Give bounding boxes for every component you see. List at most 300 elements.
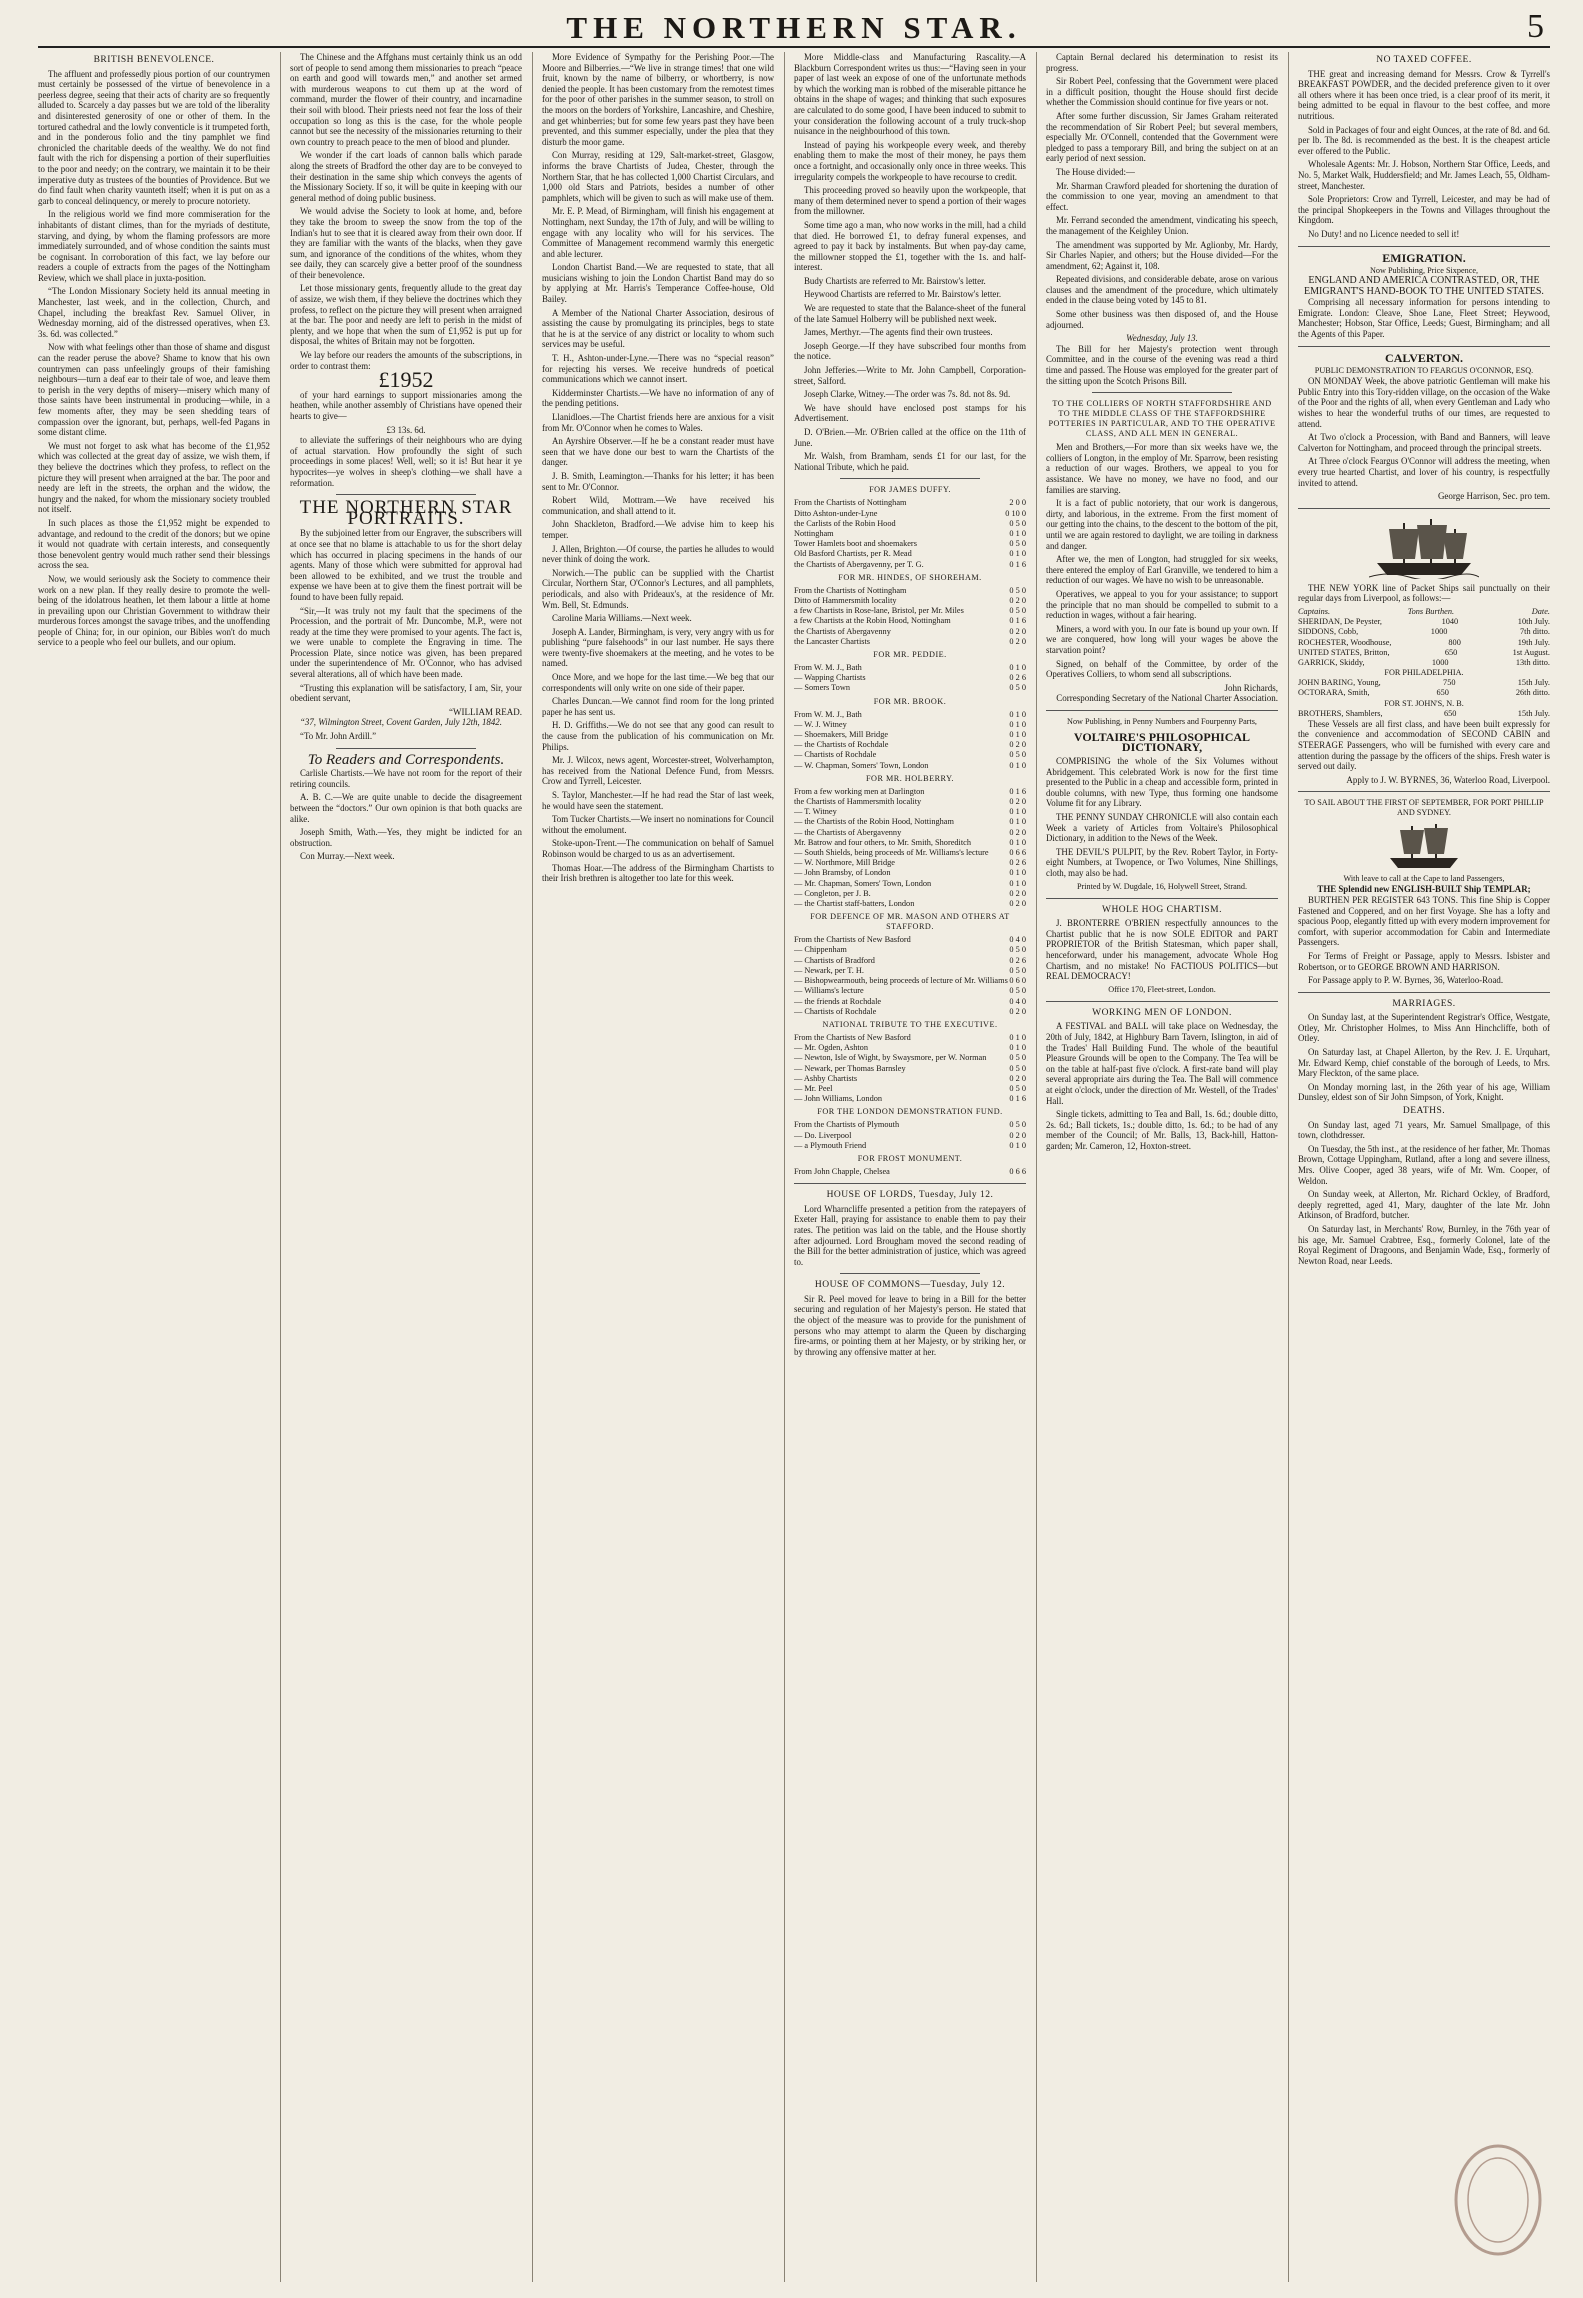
fund-row [794, 761, 1026, 771]
ship-tons: 750 [1443, 678, 1456, 688]
fund-row [794, 838, 1026, 848]
correspondent-note: Joseph A. Lander, Birmingham, is very, very angry with us for publishing “pure falsehoods” in our last number. He says there were twenty-five shoemakers at the meeting, and he votes to be named. [542, 626, 774, 669]
fund-row [794, 539, 1026, 549]
paragraph: More Middle-class and Manufacturing Rascality.—A Blackburn Correspondent writes us thus:—“Having seen in your paper of last week an expose of one of the unfortunate methods by which the working man is robbed of the miserable pittance he obtains in the shape of wages; and thinking that such exposures are calculated to do some good, I have been induced to submit to your consideration the following account of a truly truck-shop nuisance in the neighbourhood of this town. [794, 52, 1026, 137]
fund-row [794, 560, 1026, 570]
correspondent-note: H. D. Griffiths.—We do not see that any good can result to the cause from the publication of his communication on Mr. Philips. [542, 720, 774, 752]
fund-row [794, 787, 1026, 797]
paragraph: Let those missionary gents, frequently allude to the great day of assize, we wish them, if they believe the doctrines which they profess, to reflect on the picture they will present when arraigned at the bar. The poor and needy are left to perish in the midst of plenty, and we hope that when the sum of £1,952 is put up for disposal, the whites of Britain may not be forgotten. [290, 283, 522, 347]
page-number: 5 [1527, 8, 1544, 45]
fund-row [794, 828, 1026, 838]
coffee-text-3: Wholesale Agents: Mr. J. Hobson, Northern Star Office, Leeds, and No. 5, Market Walk, Huddersfield; and Mr. James Leach, 55, Oldham-street, Manchester. [1298, 159, 1550, 191]
penny-sunday-text: THE PENNY SUNDAY CHRONICLE will also contain each Week a variety of Articles from Voltaire's Philosophical Dictionary, in addition to the News of the Week. [1046, 812, 1278, 844]
fund-amount: 0 10 0 [1005, 508, 1026, 518]
fund-donor: — a Plymouth Friend [794, 1140, 867, 1150]
benevolence-continued [290, 52, 522, 371]
page-columns [38, 52, 1550, 2282]
fund-row [794, 549, 1026, 559]
ship-date: 7th ditto. [1520, 627, 1550, 637]
fund-amount: 0 6 6 [1009, 848, 1026, 858]
paragraph: Mr. Sharman Crawford pleaded for shortening the duration of the commission to one year, moving an amendment to that effect. [1046, 180, 1278, 212]
correspondent-note: Carlisle Chartists.—We have not room for the report of their retiring councils. [290, 768, 522, 789]
deaths-heading: DEATHS. [1402, 1106, 1446, 1117]
fund-donor: — Bishopwearmouth, being proceeds of lecture of Mr. Williams [794, 976, 1008, 986]
fund-donor: — Chippenham [794, 945, 847, 955]
ship-row [1298, 638, 1550, 648]
column-rule [532, 52, 533, 2282]
fund-donor: Mr. Batrow and four others, to Mr. Smith, Shoreditch [794, 837, 971, 847]
fund-amount: 0 5 0 [1009, 750, 1026, 760]
ship-date: 13th ditto. [1515, 657, 1550, 667]
fund-donor: — the friends at Rochdale [794, 996, 882, 1006]
fund-amount: 0 5 0 [1009, 1063, 1026, 1073]
fund-amount: 0 2 0 [1009, 827, 1026, 837]
ship-tons: 650 [1436, 688, 1449, 698]
fund-row [794, 673, 1026, 683]
paragraph: Miners, a word with you. In our fate is bound up your own. If we are conquered, how long will your wages be above the starvation point? [1046, 623, 1278, 655]
fund-amount: 0 5 0 [1009, 606, 1026, 616]
paragraph: We would advise the Society to look at home, and, before they take the broom to sweep the snow from the top of the Indian's hut to see that it is cleared away from their own door. If they are familiar with the wants of the blacks, when they gave sum, and ignorance of the conditions of the whites, whom they see daily, they can scarcely give a better proof of the soundness of their benevolence. [290, 206, 522, 280]
correspondent-note: Kidderminster Chartists.—We have no information of any of the pending petitions. [542, 387, 774, 409]
philadelphia-schedule [1298, 678, 1550, 698]
fund-row [794, 627, 1026, 637]
fund-row [794, 730, 1026, 740]
fund-donor: From the Chartists of Nottingham [794, 585, 907, 595]
lords-heading: HOUSE OF LORDS, Tuesday, July 12. [826, 1190, 994, 1201]
ship-date: 1st August. [1512, 647, 1550, 657]
paragraph: Captain Bernal declared his determination to resist its progress. [1046, 52, 1278, 73]
divider [1092, 392, 1231, 393]
coffee-text-5: No Duty! and no Licence needed to sell it! [1308, 228, 1460, 239]
voltaire-lead: Now Publishing, in Penny Numbers and Fourpenny Parts, [1067, 716, 1257, 726]
deaths-list [1298, 1120, 1550, 1267]
masthead [38, 6, 1550, 48]
fund-donor: — Newark, per Thomas Barnsley [794, 1063, 906, 1073]
lords-text: Lord Wharncliffe presented a petition from the ratepayers of Exeter Hall, praying for assistance to enable them to pay their rates. The petition was laid on the table, and the House shortly after adjourned. Lord Brougham moved the second reading of the Bill for the better administration of justice, which was agreed to. [794, 1203, 1026, 1267]
fund-amount: 0 1 6 [1009, 1094, 1026, 1104]
paragraph: John Jefferies.—Write to Mr. John Campbell, Corporation-street, Salford. [794, 365, 1026, 386]
fund-row [794, 663, 1026, 673]
fund-amount: 0 2 0 [1009, 740, 1026, 750]
fund-heading: NATIONAL TRIBUTE TO THE EXECUTIVE. [822, 1019, 998, 1029]
correspondent-note: A Member of the National Charter Association, desirous of assisting the cause by promulgating its principles, begs to state that he is at the service of any district or locality to whom such services may be useful. [542, 307, 774, 350]
commons-continued [1046, 52, 1278, 330]
emigration-text: Comprising all necessary information for persons intending to Emigrate. London: Cleave, Shoe Lane, Fleet Street; Heywood, Manchester; Hobson, Star Office, Leeds; Guest, Birmingham; and all the Agents of this Paper. [1298, 297, 1550, 340]
calverton-heading: CALVERTON. [1385, 350, 1463, 365]
correspondent-note: More Evidence of Sympathy for the Perishing Poor.—The Moore and Bilberries.—“We live in strange times! that one wild fruit, known by the name of bilberry, or whortberry, is now denied the people. It has been customary from the remotest times for the poor of other parishes in the summer season, to stroll on the moors on the borders of Yorkshire, Lancashire, and Cheshire, and get whinberries; but for some few years past they have been prevented, and this summer especially, under the plea that they disturb the moor game. [542, 52, 774, 147]
fund-donor: Old Basford Chartists, per R. Mead [794, 549, 912, 559]
colliers-address [1046, 442, 1278, 679]
emigration-title: ENGLAND AND AMERICA CONTRASTED, OR, THE EMIGRANT'S HAND-BOOK TO THE UNITED STATES. [1304, 275, 1544, 297]
paragraph: In the religious world we find more commiseration for the inhabitants of distant climes, than for the myriads of destitute, starving, and dying, by whom the flaming professors are more immediately surrounded, and of whose condition the saints must be cognisant. In corroboration of this fact, we lay before our readers a couple of extracts from the pages of the Nottingham Review, which we shall place in juxta-position. [38, 209, 270, 283]
fund-row [794, 797, 1026, 807]
fund-amount: 0 5 0 [1009, 1120, 1026, 1130]
fund-row [794, 858, 1026, 868]
calverton-text-2: At Two o'clock a Procession, with Band and Banners, will leave Calverton for Nottingham, and proceed through the principal streets. [1298, 432, 1550, 453]
divider [1046, 898, 1278, 899]
festival-text: A FESTIVAL and BALL will take place on Wednesday, the 20th of July, 1842, at Highbury Barn Tavern, Islington, in aid of the Trades' Hall Building Fund. The whole of the beautiful Pleasure Grounds will be open to the Company. The Tea will be on the table at half-past five o'clock. A first-rate band will play several appropriate airs during the Tea. The Ball will commence at eight o'clock, under the direction of Mr. Westell, of the Trades' Hall. [1046, 1021, 1278, 1106]
fund-amount: 0 2 0 [1009, 1130, 1026, 1140]
death-notice: On Saturday last, in Merchants' Row, Burnley, in the 76th year of his age, Mr. Samuel Crabtree, Esq., formerly Colonel, late of the Royal Regiment of Dragoons, and Benjamin Wade, Esq., formerly of Newton Road, near Leeds. [1298, 1223, 1550, 1266]
calverton-subheading: PUBLIC DEMONSTRATION TO FEARGUS O'CONNOR, ESQ. [1314, 366, 1534, 376]
calverton-text: ON MONDAY Week, the above patriotic Gentleman will make his Public Entry into this Tory-ridden village, on the occasion of the Wake of the Poor and the rights of all, when every Gentleman and Lady who wishes to hear the wonderful truths of our times, are requested to attend. [1298, 376, 1550, 429]
correspondent-note: Tom Tucker Chartists.—We insert no nominations for Council without the emolument. [542, 814, 774, 835]
fund-heading: FOR THE LONDON DEMONSTRATION FUND. [817, 1107, 1003, 1117]
paragraph: The Chinese and the Affghans must certainly think us an odd sort of people to send among them missionaries to preach “peace on earth and good will towards men,” and another set armed with murderous weapons to cut them up at the word of command, murder the flower of their country, and incarnadine their soil with blood. Their priests need not fear the loss of their occupation so long as this is the case, for the whole people cannot but see the necessity of the missionaries returning to their own country to preach peace to the men of blood and plunder. [290, 52, 522, 147]
paragraph: Men and Brothers,—For more than six weeks have we, the colliers of Longton, in the employ of Mr. Sparrow, been resisting a reduction of our wages. Brothers, we appeal to you for assistance. We have no money, we have no food, and our families are starving. [1046, 442, 1278, 495]
fund-donor: — W. Chapman, Somers' Town, London [794, 760, 929, 770]
fund-heading: FOR JAMES DUFFY. [869, 485, 951, 495]
fund-amount: 0 5 0 [1009, 965, 1026, 975]
correspondent-note: Once More, and we hope for the last time.—We beg that our correspondents will only write on one side of their paper. [542, 672, 774, 693]
fund-amount: 0 5 0 [1009, 683, 1026, 693]
paragraph: We are requested to state that the Balance-sheet of the funeral of the late Samuel Holberry will be published next week. [794, 303, 1026, 324]
portraits-article [290, 528, 522, 704]
fund-row [794, 586, 1026, 596]
paragraph: After we, the men of Longton, had struggled for six weeks, there entered the employ of Earl Granville, we tendered to him a reduction of our wages. We have no wish to be unreasonable. [1046, 554, 1278, 586]
ship-schedule [1298, 607, 1550, 668]
paragraph: “The London Missionary Society held its annual meeting in Manchester, last week, and in the collection, Church, and Chapel, including the breakfast Rev. Samuel Oliver, in Wednesday morning, aid of the distressed operatives, when £3. 3s. 6d. was collected.” [38, 286, 270, 339]
schedule-column-label: Captains. [1298, 606, 1331, 616]
fund-row [794, 720, 1026, 730]
paragraph: Now, we would seriously ask the Society to commence their work on a new plan. If they really desire to promote the well-being of the idolatrous heathen, let them labour a little at home in prevailing upon our Christian Government to withdraw their murderous forces amongst the savage tribes, and the unoffending people of China; for, in our opinion, our Bibles won't do much service to a people who feel our bullets, and our opium. [38, 573, 270, 648]
divider [1298, 508, 1550, 509]
no-taxed-coffee-heading: NO TAXED COFFEE. [1376, 55, 1472, 65]
fund-donor: — Newton, Isle of Wight, by Swaysmore, per W. Norman [794, 1053, 987, 1063]
fund-donor: — Congleton, per J. B. [794, 888, 871, 898]
paragraph: Sir Robert Peel, confessing that the Government were placed in a difficult position, thought the House should first decide whether the Commission should continue for five years or not. [1046, 76, 1278, 108]
fund-amount: 0 5 0 [1009, 986, 1026, 996]
column-rule [784, 52, 785, 2282]
fund-row [794, 1167, 1026, 1177]
fund-heading: FOR MR. PEDDIE. [873, 650, 947, 660]
fund-row [794, 710, 1026, 720]
column-rule [1036, 52, 1037, 2282]
ship-name: ROCHESTER, Woodhouse, [1298, 637, 1392, 647]
paragraph: In such places as those the £1,952 might be expended to advantage, and redound to the credit of the donors; but we opine it would not quadrate with certain interests, and consequently those benevolent gentry would much rather send their blessings across the sea. [38, 517, 270, 571]
correspondent-note: Con Murray.—Next week. [300, 851, 395, 862]
ship-row [1298, 617, 1550, 627]
fund-amount: 0 2 0 [1009, 1073, 1026, 1083]
fund-row [794, 519, 1026, 529]
fund-amount: 0 2 6 [1009, 955, 1026, 965]
st-johns-heading: FOR ST. JOHN'S, N. B. [1384, 698, 1464, 708]
correspondent-note: S. Taylor, Manchester.—If he had read the Star of last week, he would have seen the statement. [542, 790, 774, 811]
divider [1046, 1001, 1278, 1002]
fund-row [794, 817, 1026, 827]
templar-text: BURTHEN PER REGISTER 643 TONS. This fine Ship is Copper Fastened and Coppered, and on her first Voyage. She has a lofty and spacious Poop, elegantly fitted up with every modern improvement for comfort, with superior accommodation for Cabin and Intermediate Passengers. [1298, 894, 1550, 948]
paragraph: This proceeding proved so heavily upon the workpeople, that many of them determined never to spend a portion of their wages from the millowner. [794, 185, 1026, 217]
fund-donor: — Do. Liverpool [794, 1130, 852, 1140]
fund-amount: 0 1 0 [1009, 868, 1026, 878]
column-3 [542, 52, 774, 2282]
fund-amount: 0 1 0 [1009, 878, 1026, 888]
fund-donor: From the Chartists of New Basford [794, 1032, 911, 1042]
calverton-text-3: At Three o'clock Feargus O'Connor will address the meeting, when every true hearted Chartist, and lover of his country, is respectfully invited to attend. [1298, 456, 1550, 488]
fund-heading: FOR MR. BROOK. [873, 696, 947, 706]
schedule-column-label: Tons Burthen. [1407, 606, 1455, 616]
readers-heading: To Readers and Correspondents. [307, 751, 505, 768]
fund-donor: — South Shields, being proceeds of Mr. Williams's lecture [794, 848, 989, 858]
fund-donor: From the Chartists of New Basford [794, 935, 911, 945]
fund-row [794, 966, 1026, 976]
fund-donor: Tower Hamlets boot and shoemakers [794, 539, 917, 549]
divider [840, 478, 979, 479]
fund-donor: — Chartists of Bradford [794, 955, 875, 965]
column-2 [290, 52, 522, 2282]
column-rule [280, 52, 281, 2282]
amount-note: of your hard earnings to support missionaries among the heathen, while another assembly of Christians have opened their hearts to give— [290, 389, 522, 421]
fund-amount: 0 1 0 [1009, 807, 1026, 817]
fund-donor: — Newark, per T. H. [794, 965, 864, 975]
ship-tons: 650 [1443, 708, 1457, 718]
ships-text: These Vessels are all first class, and have been built expressly for the convenience and accommodation of SECOND CABIN and STEERAGE Passengers, who will be furnished with every care and attention during the passage by the officers of the ships. Fresh water is served out daily. [1298, 718, 1550, 772]
fund-amount: 0 1 0 [1009, 528, 1026, 538]
fund-amount: 0 1 0 [1009, 760, 1026, 770]
correspondent-note: An Ayrshire Observer.—If he be a constant reader must have seen that we have done our best to warn the Chartists of the danger. [542, 436, 774, 468]
divider [840, 1273, 979, 1274]
fund-donor: From W. M. J., Bath [794, 663, 862, 673]
divider [336, 494, 475, 495]
correspondents-notes [542, 52, 774, 884]
fund-amount: 0 1 0 [1009, 730, 1026, 740]
paragraph: Joseph George.—If they have subscribed four months from the notice. [794, 340, 1026, 362]
fund-donor: Nottingham [794, 528, 834, 538]
correspondent-note: Robert Wild, Mottram.—We have received his communication, and shall attend to it. [542, 495, 774, 516]
paragraph: Joseph Clarke, Witney.—The order was 7s. 8d. not 8s. 9d. [804, 389, 1011, 400]
ship-row [1298, 709, 1550, 719]
fund-amount: 0 2 0 [1009, 899, 1026, 909]
fund-donor: From John Chapple, Chelsea [794, 1166, 890, 1176]
ship-name: SHERIDAN, De Peyster, [1298, 617, 1383, 627]
fund-row [794, 976, 1026, 986]
fund-row [794, 889, 1026, 899]
fund-amount: 0 2 0 [1009, 596, 1026, 605]
paragraph: It is a fact of public notoriety, that our work is dangerous, dirty, and laborious, in the extreme. From the first moment of our getting into the chains, to the descent to the bottom of the pit, until we are again restored to daylight, we are toiling in darkness and danger. [1046, 498, 1278, 551]
fund-amount: 0 5 0 [1009, 539, 1026, 549]
fund-amount: 0 1 0 [1009, 549, 1026, 559]
fund-amount: 0 1 6 [1009, 616, 1026, 626]
fund-row [794, 606, 1026, 616]
colliers-signature: John Richards, [1224, 682, 1278, 693]
paragraph: Heywood Chartists are referred to Mr. Bairstow's letter. [804, 289, 1002, 300]
correspondent-note: J. B. Smith, Leamington.—Thanks for his letter; it has been sent to Mr. O'Connor. [542, 470, 774, 492]
fund-heading: FOR MR. HOLBERRY. [866, 773, 954, 783]
ship-row [1298, 678, 1550, 688]
fund-row [794, 1007, 1026, 1017]
colliers-heading: TO THE COLLIERS OF NORTH STAFFORDSHIRE AND TO THE MIDDLE CLASS OF THE STAFFORDSHIRE POTTERIES IN PARTICULAR, AND TO THE OPERATIVE CLASS, AND ALL MEN IN GENERAL. [1048, 399, 1276, 439]
templar-contact: For Terms of Freight or Passage, apply to Messrs. Isbister and Robertson, or to GEORGE BROWN AND HARRISON. [1298, 950, 1550, 972]
fund-amount: 0 5 0 [1009, 1083, 1026, 1093]
fund-donor: — Mr. Chapman, Somers' Town, London [794, 878, 932, 888]
fund-donor: — Williams's lecture [794, 986, 864, 996]
truck-system-article [794, 52, 1026, 472]
fund-amount: 0 1 0 [1009, 1140, 1026, 1150]
commons-heading: HOUSE OF COMMONS—Tuesday, July 12. [814, 1280, 1006, 1291]
death-notice: On Sunday week, at Allerton, Mr. Richard Ockley, of Bradford, deeply regretted, aged 41, Mary, daughter of the late Mr. John Atkinson, of Bradford, butcher. [1298, 1189, 1550, 1221]
schedule-header [1298, 607, 1550, 617]
paragraph: Mr. Walsh, from Bramham, sends £1 for our last, for the National Tribute, which he paid. [794, 451, 1026, 472]
paragraph: Instead of paying his workpeople every week, and thereby enabling them to make the most of their money, he pays them once a fortnight, and occasionally only once in three weeks. This irregularity compels the workpeople to have recourse to credit. [794, 139, 1026, 182]
ship-tons: 1000 [1430, 627, 1448, 637]
correspondent-note: Norwich.—The public can be supplied with the Chartist Circular, Northern Star, O'Connor's Lectures, and all pamphlets, periodicals, and also with Prideaux's, at the residence of Mr. Wm. Bell, St. Edmunds. [542, 567, 774, 610]
fund-amount: 2 0 0 [1009, 498, 1026, 508]
fund-row [794, 899, 1026, 909]
obrien-text: J. BRONTERRE O'BRIEN respectfully announces to the Chartist public that he is now SOLE EDITOR and PART PROPRIETOR of the British Statesman, which paper shall, henceforward, under his management, advocate Whole Hog Chartism, and no mistake! No FACTIOUS POLITICS—but REAL DEMOCRACY! [1046, 918, 1278, 982]
fund-row [794, 1141, 1026, 1151]
portraits-heading: THE NORTHERN STAR PORTRAITS. [299, 497, 513, 529]
ship-name: UNITED STATES, Britton, [1298, 647, 1390, 657]
fund-donor: From the Chartists of Plymouth [794, 1120, 900, 1130]
paragraph: After some further discussion, Sir James Graham reiterated the recommendation of Sir Robert Peel; but several members, especially Mr. O'Connell, contended that the Government were pledged to pass a temporary Bill, and bring the subject on at an early period of next session. [1046, 110, 1278, 164]
fund-donor: — Wapping Chartists [794, 673, 866, 683]
fund-amount: 0 4 0 [1009, 996, 1026, 1006]
fund-amount: 0 1 0 [1009, 1032, 1026, 1042]
correspondent-note: John Shackleton, Bradford.—We advise him to keep his temper. [542, 519, 774, 540]
ship-name: OCTORARA, Smith, [1298, 688, 1370, 698]
divider [1046, 710, 1278, 711]
fund-amount: 0 2 0 [1009, 888, 1026, 898]
fund-row [794, 637, 1026, 647]
fund-donor: From the Chartists of Nottingham [794, 498, 907, 508]
fund-amount: 0 2 6 [1009, 858, 1026, 868]
death-notice: On Tuesday, the 5th inst., at the residence of her father, Mr. Thomas Brown, Cottage Uppingham, Rutland, after a long and severe illness, Mrs. Olive Cooper, aged 38 years, wife of Mr. Wm. Cooper, of Weldon. [1298, 1143, 1550, 1186]
philadelphia-heading: FOR PHILADELPHIA. [1384, 668, 1464, 678]
correspondent-note: Charles Duncan.—We cannot find room for the long printed paper he has sent us. [542, 696, 774, 717]
correspondent-note: Con Murray, residing at 129, Salt-market-street, Glasgow, informs the brave Chartists of Judea, Chester, through the Northern Star, that he has collected 1,000 Chartist Circulars, and 1,000 old Stars and Patriots, besides a number of other pamphlets, which will be given to such as will make use of them. [542, 150, 774, 203]
ship-date: 15th July. [1517, 678, 1550, 688]
column-6 [1298, 52, 1550, 2282]
subscription-lists [794, 485, 1026, 1177]
fund-heading: FOR MR. HINDES, OF SHOREHAM. [838, 572, 982, 582]
fund-row [794, 956, 1026, 966]
fund-amount: 0 1 0 [1009, 1043, 1026, 1053]
paragraph: We must not forget to ask what has become of the £1,952 which was collected at the great day of assize, we wish them, if they believe the doctrines which they profess, to reflect on the picture they will present when arraigned at the bar. The poor and needy are left in the streets, the orphan and the widow, the hungry and the naked, for whom the missionary society troubled not itself. [38, 440, 270, 515]
ship-tons: 800 [1448, 637, 1461, 647]
paragraph: “Sir,—It was truly not my fault that the specimens of the Procession, and the portrait of Mr. Duncombe, M.P., were not ready at the time they were promised to your agents. The fact is, we were unable to complete the Engraving in time. The Procession Plate, since notice was given, has been prepared under the superintendence of Mr. O'Connor, who has advised several alterations, all of which have been made. [290, 605, 522, 680]
sailing-ship-icon [1369, 515, 1479, 579]
coffee-text-2: Sold in Packages of four and eight Ounces, at the rate of 8d. and 6d. per lb. The 8d. is recommended as the best. It is the cheapest article ever offered to the Public. [1298, 124, 1550, 156]
correspondent-note: Mr. J. Wilcox, news agent, Worcester-street, Wolverhampton, has received from the National Defence Fund, from Messrs. Crow and Tyrrell, Leicester. [542, 755, 774, 787]
ship-row [1298, 648, 1550, 658]
paragraph: Repeated divisions, and considerable debate, arose on various clauses and the amendment of the procedure, which ultimately ended in the clause being voted by 145 to 81. [1046, 274, 1278, 306]
ship-date: 19th July. [1517, 637, 1550, 647]
library-stamp-icon [1452, 2140, 1544, 2260]
correspondent-note: Llanidloes.—The Chartist friends here are anxious for a visit from Mr. O'Connor when he comes to Wales. [542, 412, 774, 433]
printed-by: Printed by W. Dugdale, 16, Holywell Street, Strand. [1076, 881, 1248, 891]
fund-amount: 0 2 0 [1009, 636, 1026, 646]
fund-row [794, 616, 1026, 626]
fund-row [794, 750, 1026, 760]
fund-row [794, 1084, 1026, 1094]
column-1 [38, 52, 270, 2282]
paragraph: We lay before our readers the amounts of the subscriptions, in order to contrast them: [290, 350, 522, 371]
fund-donor: — the Chartists of Rochdale [794, 740, 889, 750]
fund-amount: 0 6 6 [1009, 1166, 1026, 1176]
divider [1298, 346, 1550, 347]
coffee-text-4: Sole Proprietors: Crow and Tyrrell, Leicester, and may be had of the principal Shopkeepers in the Towns and Villages throughout the Kingdom. [1298, 194, 1550, 226]
whole-hog-heading: WHOLE HOG CHARTISM. [1101, 904, 1223, 915]
paragraph: The amendment was supported by Mr. Aglionby, Mr. Hardy, Sir Charles Napier, and others; but the House divided—For the amendment, 62; Against it, 108. [1046, 239, 1278, 271]
benevolence-article [38, 69, 270, 648]
ship-name: GARRICK, Skiddy, [1298, 657, 1365, 667]
fund-row [794, 1053, 1026, 1063]
ship-row [1298, 658, 1550, 668]
fund-row [794, 509, 1026, 519]
fund-donor: — W. J. Witney [794, 719, 847, 729]
fund-row [794, 498, 1026, 508]
fund-donor: — W. Northmore, Mill Bridge [794, 858, 895, 868]
fund-donor: — Chartists of Rochdale [794, 750, 877, 760]
fund-donor: the Lancaster Chartists [794, 636, 871, 646]
wednesday-text: The Bill for her Majesty's protection went through Committee, and in the course of the evening was read a third time and passed. The House was employed for the greater part of the sitting upon the Scotch Prisons Bill. [1046, 343, 1278, 386]
fund-amount: 0 5 0 [1009, 945, 1026, 955]
address: “37, Wilmington Street, Covent Garden, July 12th, 1842. [300, 717, 502, 728]
fund-amount: 0 2 0 [1009, 626, 1026, 636]
article-heading-benevolence: BRITISH BENEVOLENCE. [93, 55, 215, 65]
fund-heading: FOR FROST MONUMENT. [857, 1153, 963, 1163]
fund-amount: 0 5 0 [1009, 585, 1026, 595]
fund-donor: — T. Witney [794, 807, 837, 817]
fund-amount: 0 1 6 [1009, 559, 1026, 569]
ship-name: BROTHERS, Shamblers, [1298, 708, 1383, 718]
paragraph: By the subjoined letter from our Engraver, the subscribers will at once see that no blame is attachable to us for the short delay which has occurred in placing specimens in the hands of our agents. Many of those which were submitted for approval had been allowed to be exhibited, and we trust the trouble and expense we have been at to give them the finest portrait will be found to have been fully repaid. [290, 528, 522, 602]
emigration-heading: EMIGRATION. [1382, 250, 1466, 265]
fund-donor: Ditto Ashton-under-Lyne [794, 508, 878, 518]
colliers-signature-title: Corresponding Secretary of the National Charter Association. [1056, 693, 1278, 704]
divider [1298, 246, 1550, 247]
paragraph: Budy Chartists are referred to Mr. Bairstow's letter. [804, 275, 986, 286]
wednesday-heading: Wednesday, July 13. [1126, 333, 1198, 344]
sail-text: With leave to call at the Cape to land Passengers, [1343, 874, 1505, 884]
fund-row [794, 1131, 1026, 1141]
paragraph: James, Merthyr.—The agents find their own trustees. [804, 327, 993, 338]
fund-amount: 0 2 0 [1009, 797, 1026, 807]
fund-donor: — Chartists of Rochdale [794, 1006, 877, 1016]
fund-donor: From W. M. J., Bath [794, 709, 862, 719]
paragraph: We have should have enclosed post stamps for his Advertisement. [794, 402, 1026, 424]
correspondent-note: Thomas Hoar.—The address of the Birmingham Chartists to their Irish brethren is altogether too late for this week. [542, 862, 774, 884]
fund-row [794, 945, 1026, 955]
correspondent-note: J. Allen, Brighton.—Of course, the parties he alludes to would never think of doing the work. [542, 543, 774, 565]
fund-row [794, 1043, 1026, 1053]
fund-amount: 0 2 6 [1009, 673, 1026, 683]
paragraph: Operatives, we appeal to you for your assistance; to support the principle that no man should be compelled to submit to a reduction in wages, without a fair hearing. [1046, 588, 1278, 621]
emigration-lead: Now Publishing, Price Sixpence, [1369, 266, 1479, 276]
fund-row [794, 1094, 1026, 1104]
paragraph: The affluent and professedly pious portion of our countrymen must certainly be possessed of the virtue of benevolence in a peerless degree, seeing that their acts of charity are so frequently alluded to. Scarcely a day passes but we are told of the liberality and disinterested generosity of one or other of them. In the tortured cathedral and the lowly conventicle is it trumpeted forth, and in the ponderous folio and the tiny pamphlet we find chronicled the charitable deeds of the wealthy. We do not find fault with the rich for dispensing a portion of their superfluities to the poor and needy; on the contrary, we maintain it to be their imperative duty as trustees of the bounties of Providence. But we do find fault when charity vaunteth itself; when it is put on as a garb to conceal delinquency, or merely to procure notoriety. [38, 68, 270, 206]
fund-amount: 0 1 0 [1009, 837, 1026, 847]
death-notice: On Sunday last, aged 71 years, Mr. Samuel Smallpage, of this town, clothdresser. [1298, 1119, 1550, 1141]
templar-heading: THE Splendid new ENGLISH-BUILT Ship TEMPLAR; [1317, 884, 1531, 895]
ship-name: SIDDONS, Cobb, [1298, 627, 1359, 637]
ship-date: 26th ditto. [1515, 688, 1550, 698]
marriages-list [1298, 1012, 1550, 1103]
divider [794, 1183, 1026, 1184]
small-note: to alleviate the sufferings of their neighbours who are dying of actual starvation. How profoundly the sight of such proceedings in some places! Well, well; so it is! But hear it ye hypocrites—ye wolves in sheep's clothing—we shall have a reformation. [290, 435, 522, 488]
marriage-notice: On Saturday last, at Chapel Allerton, by the Rev. J. E. Urquhart, Mr. Edward Kemp, chief constable of the borough of Leeds, to Mrs. Mary Fleckton, of the same place. [1298, 1047, 1550, 1079]
fund-amount: 0 1 0 [1009, 709, 1026, 719]
fund-amount: 0 2 0 [1009, 1006, 1026, 1016]
fund-row [794, 807, 1026, 817]
ship-tons: 1000 [1431, 657, 1449, 667]
newspaper-title: THE NORTHERN STAR. [566, 10, 1022, 45]
paragraph: Some time ago a man, who now works in the mill, had a child that died. He borrowed £1, to defray funeral expenses, and agreed to pay it back by instalments. But when pay-day came, the millowner stopped the £1, together with the 1s. and half-interest. [794, 219, 1026, 273]
marriages-heading: MARRIAGES. [1392, 998, 1456, 1009]
ship-name: JOHN BARING, Young, [1298, 678, 1381, 688]
amount-small: £3 13s. 6d. [386, 424, 426, 435]
correspondent-note: Stoke-upon-Trent.—The communication on behalf of Samuel Robinson would be charged to us as an advertisement. [542, 838, 774, 859]
